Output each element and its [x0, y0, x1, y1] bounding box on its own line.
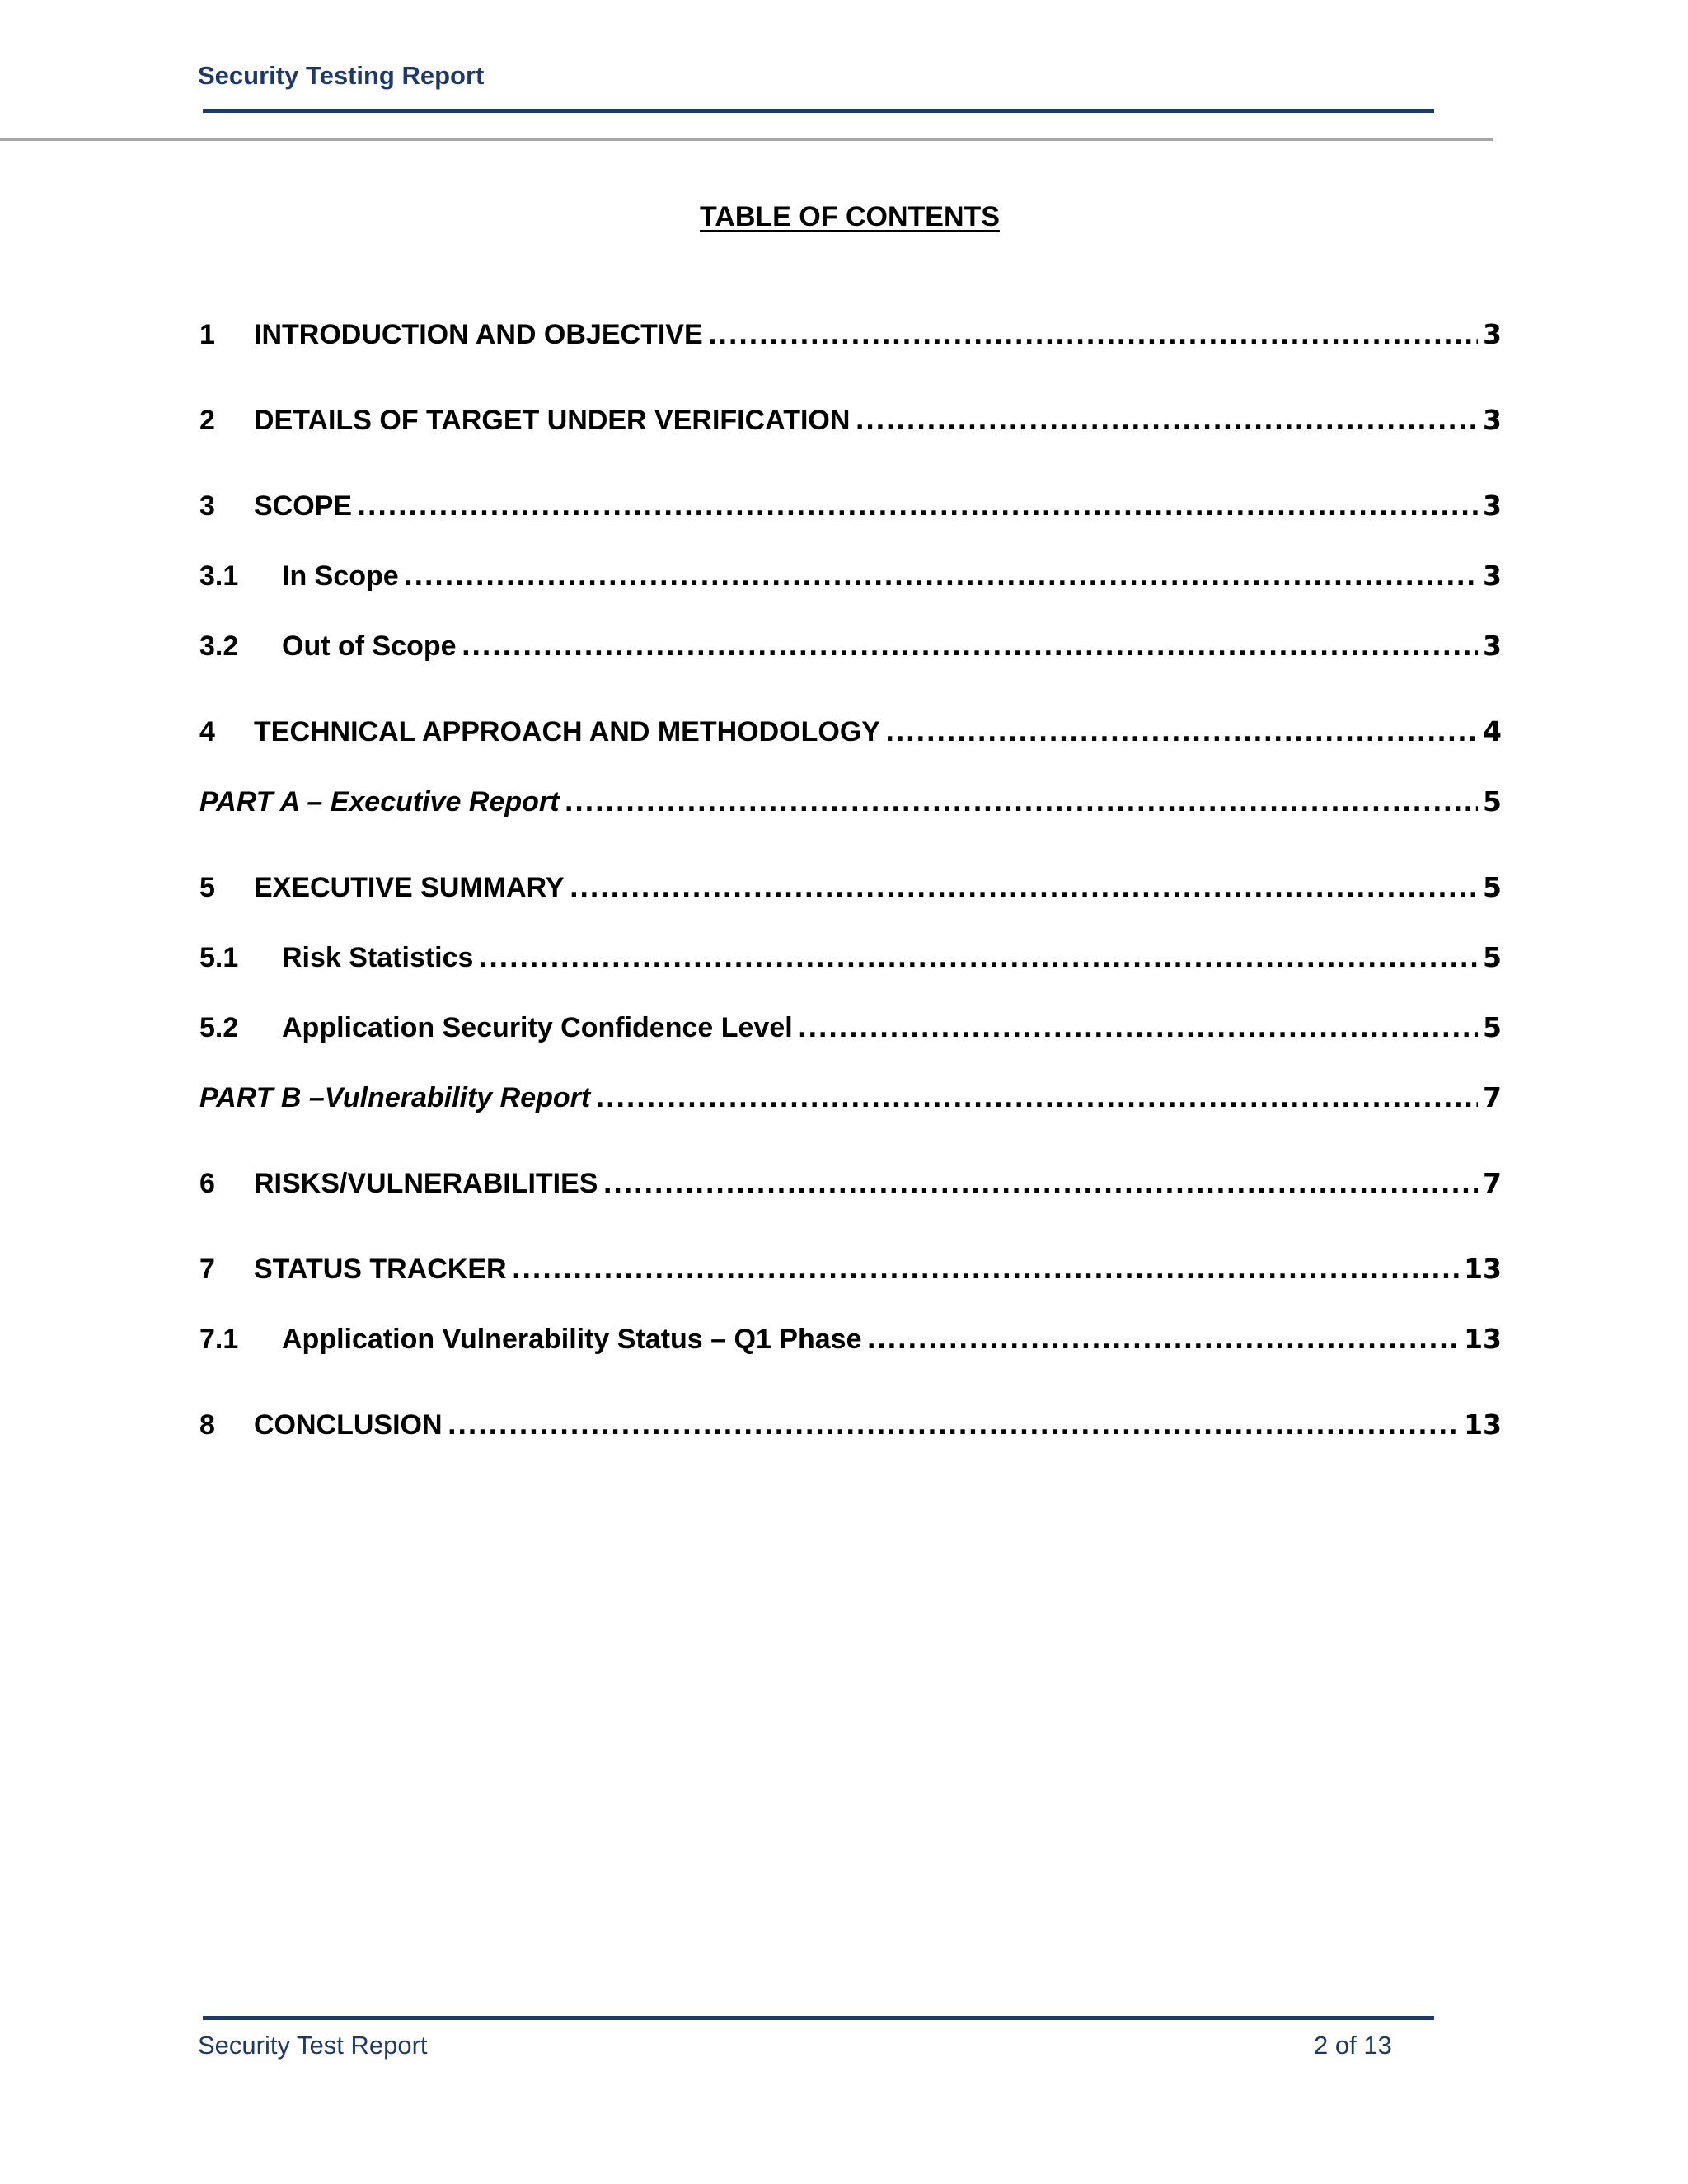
toc-entry-title: PART A – Executive Report — [199, 786, 560, 818]
toc-dot-leader — [866, 1326, 1459, 1355]
toc-entry-title: Risk Statistics — [282, 942, 474, 973]
toc-entry-number: 8 — [199, 1409, 215, 1441]
toc-entry-title: Out of Scope — [282, 630, 457, 662]
toc-entry-risk-statistics[interactable] — [199, 941, 1502, 979]
toc-dot-leader — [595, 1085, 1478, 1113]
toc-dot-leader — [448, 1412, 1460, 1441]
toc-entry-page: 3 — [1483, 560, 1502, 592]
footer-document-title: Security Test Report — [198, 2031, 428, 2060]
toc-entry-title: INTRODUCTION AND OBJECTIVE — [254, 319, 703, 350]
toc-entry-number: 3.2 — [199, 630, 239, 662]
toc-entry-introduction[interactable] — [199, 318, 1502, 356]
toc-entry-title: STATUS TRACKER — [254, 1254, 507, 1285]
toc-dot-leader — [357, 493, 1478, 522]
toc-dot-leader — [512, 1256, 1459, 1285]
toc-entry-title: CONCLUSION — [254, 1409, 443, 1441]
toc-entry-page: 5 — [1483, 871, 1502, 903]
toc-dot-leader — [462, 633, 1478, 662]
toc-entry-number: 2 — [199, 405, 215, 436]
toc-dot-leader — [798, 1015, 1478, 1043]
toc-entry-executive-summary[interactable] — [199, 871, 1502, 909]
toc-entry-page: 3 — [1483, 318, 1502, 350]
toc-entry-vulnerability-status[interactable] — [199, 1323, 1502, 1361]
footer-rule — [203, 2016, 1434, 2020]
toc-entry-title: EXECUTIVE SUMMARY — [254, 872, 565, 903]
toc-entry-number: 3 — [199, 490, 215, 522]
toc-entry-title: Application Vulnerability Status – Q1 Phase — [282, 1324, 862, 1355]
toc-entry-page: 13 — [1464, 1408, 1502, 1441]
toc-entry-risks-vulnerabilities[interactable] — [199, 1167, 1502, 1205]
toc-entry-page: 5 — [1483, 941, 1502, 973]
toc-entry-page: 3 — [1483, 490, 1502, 522]
toc-entry-title: RISKS/VULNERABILITIES — [254, 1168, 598, 1199]
toc-entry-number: 5.1 — [199, 942, 239, 973]
toc-entry-number: 3.1 — [199, 560, 239, 592]
toc-entry-page: 13 — [1464, 1253, 1502, 1285]
toc-dot-leader — [885, 719, 1478, 748]
toc-entry-target-details[interactable] — [199, 404, 1502, 442]
toc-entry-part-a[interactable] — [199, 785, 1502, 823]
toc-entry-page: 4 — [1483, 715, 1502, 748]
toc-entry-title: Application Security Confidence Level — [282, 1012, 793, 1043]
toc-entry-page: 3 — [1483, 404, 1502, 436]
toc-entry-title: PART B –Vulnerability Report — [199, 1082, 591, 1113]
toc-entry-number: 4 — [199, 716, 215, 748]
footer-page-indicator: 2 of 13 — [1314, 2031, 1392, 2060]
toc-entry-number: 1 — [199, 319, 215, 350]
toc-dot-leader — [603, 1170, 1478, 1199]
toc-dot-leader — [570, 874, 1478, 903]
toc-entry-status-tracker[interactable] — [199, 1253, 1502, 1291]
toc-dot-leader — [478, 944, 1478, 973]
toc-entry-number: 5 — [199, 872, 215, 903]
toc-entry-page: 5 — [1483, 1011, 1502, 1043]
toc-entry-title: In Scope — [282, 560, 399, 592]
toc-entry-page: 13 — [1464, 1323, 1502, 1355]
toc-entry-title: DETAILS OF TARGET UNDER VERIFICATION — [254, 405, 851, 436]
toc-dot-leader — [564, 789, 1478, 818]
toc-entry-confidence-level[interactable] — [199, 1011, 1502, 1049]
toc-dot-leader — [855, 407, 1478, 436]
toc-entry-number: 7 — [199, 1254, 215, 1285]
toc-dot-leader — [708, 321, 1478, 350]
toc-entry-page: 7 — [1483, 1167, 1502, 1199]
toc-entry-number: 7.1 — [199, 1324, 239, 1355]
toc-entry-page: 7 — [1483, 1081, 1502, 1113]
toc-entry-page: 3 — [1483, 630, 1502, 662]
toc-entry-scope[interactable] — [199, 490, 1502, 527]
toc-heading: TABLE OF CONTENTS — [700, 201, 1000, 232]
toc-dot-leader — [404, 563, 1478, 592]
toc-entry-technical-approach[interactable] — [199, 715, 1502, 753]
header-title: Security Testing Report — [198, 61, 485, 90]
toc-entry-title: SCOPE — [254, 490, 353, 522]
toc-entry-in-scope[interactable] — [199, 560, 1502, 598]
toc-entry-number: 6 — [199, 1168, 215, 1199]
toc-entry-title: TECHNICAL APPROACH AND METHODOLOGY — [254, 716, 880, 748]
toc-entry-number: 5.2 — [199, 1012, 239, 1043]
toc-entry-out-of-scope[interactable] — [199, 630, 1502, 668]
toc-entry-page: 5 — [1483, 785, 1502, 818]
toc-entry-conclusion[interactable] — [199, 1408, 1502, 1446]
toc-entry-part-b[interactable] — [199, 1081, 1502, 1119]
